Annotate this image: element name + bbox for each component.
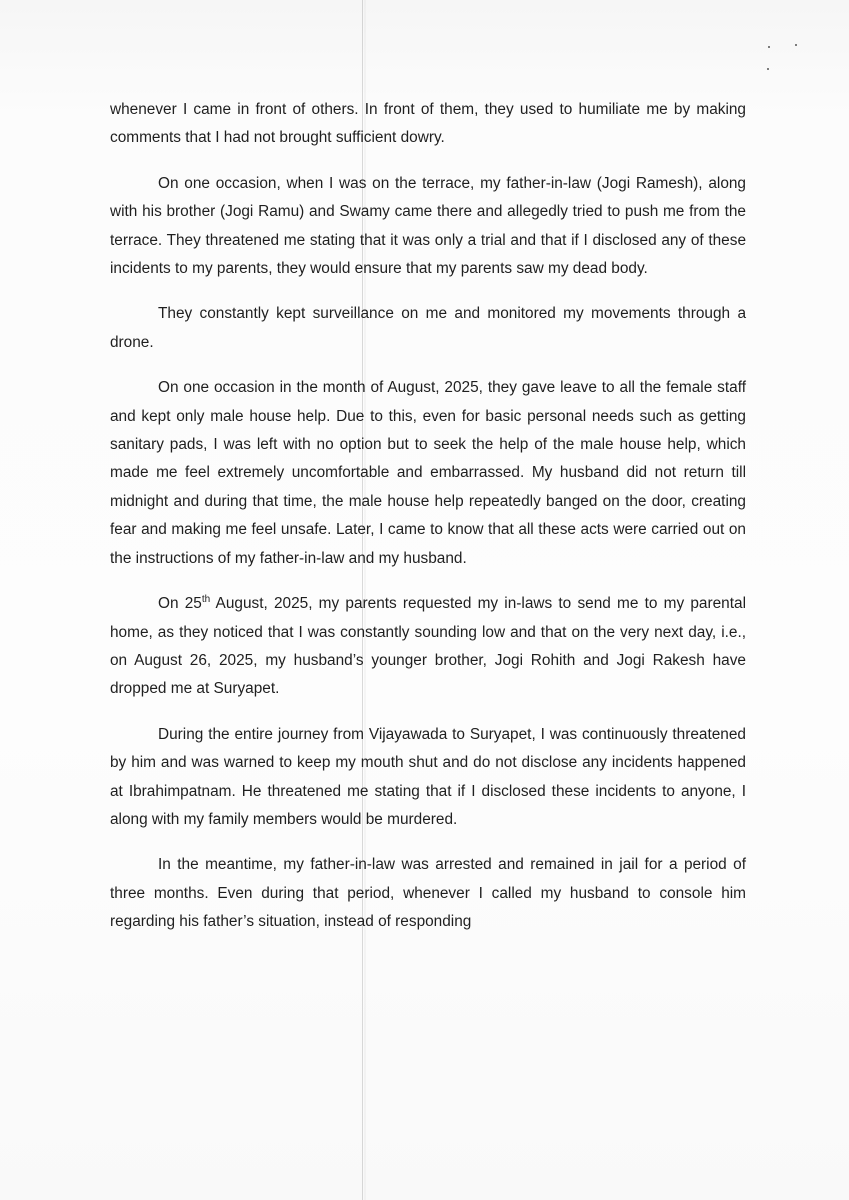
paragraph-continuation: whenever I came in front of others. In front of them, they used to humiliate me by making comments that I had not brought sufficient dowry. <box>110 101 746 147</box>
paragraph-parental-home-rest: August, 2025, my parents requested my in-laws to send me to my parental home, as they noticed that I was constantly sounding low and that on the very next day, i.e., on August 26, 2025, my husband’s younger brother, Jogi Rohith and Jogi Rakesh have dropped me at Suryapet. <box>110 595 746 698</box>
paragraph-parental-home-start: On 25 <box>158 595 202 613</box>
scan-speck <box>768 46 770 48</box>
paragraph-august-incident: On one occasion in the month of August, 2025, they gave leave to all the female staff and kept only male house help. Due to this, even for basic personal needs such as getting sanitary pads, I was left with no option but to seek the help of the male house help, which made me feel extremely uncomfortable and embarrassed. My husband did not return till midnight and during that time, the male house help repeatedly banged on the door, creating fear and making me feel unsafe. Later, I came to know that all these acts were carried out on the instructions of my father-in-law and my husband. <box>110 379 746 567</box>
paragraph-parental-home <box>110 590 746 704</box>
paragraph-arrest: In the meantime, my father-in-law was arrested and remained in jail for a period of three months. Even during that period, whenever I called my husband to console him regarding his father’s situation, instead of responding <box>110 856 746 931</box>
paragraph-terrace-incident: On one occasion, when I was on the terrace, my father-in-law (Jogi Ramesh), along with his brother (Jogi Ramu) and Swamy came there and allegedly tried to push me from the terrace. They threatened me stating that it was only a trial and that if I disclosed any of these incidents to my parents, they would ensure that my parents saw my dead body. <box>110 174 746 278</box>
document-body <box>110 96 746 954</box>
scan-speck <box>767 68 769 70</box>
scan-speck <box>795 44 797 46</box>
paragraph-surveillance: They constantly kept surveillance on me and monitored my movements through a drone. <box>110 305 746 351</box>
date-ordinal-suffix: th <box>201 593 211 605</box>
paragraph-journey-threats: During the entire journey from Vijayawada to Suryapet, I was continuously threatened by him and was warned to keep my mouth shut and do not disclose any incidents happened at Ibrahimpatnam. He threatened me stating that if I disclosed these incidents to anyone, I along with my family members would be murdered. <box>110 725 746 828</box>
